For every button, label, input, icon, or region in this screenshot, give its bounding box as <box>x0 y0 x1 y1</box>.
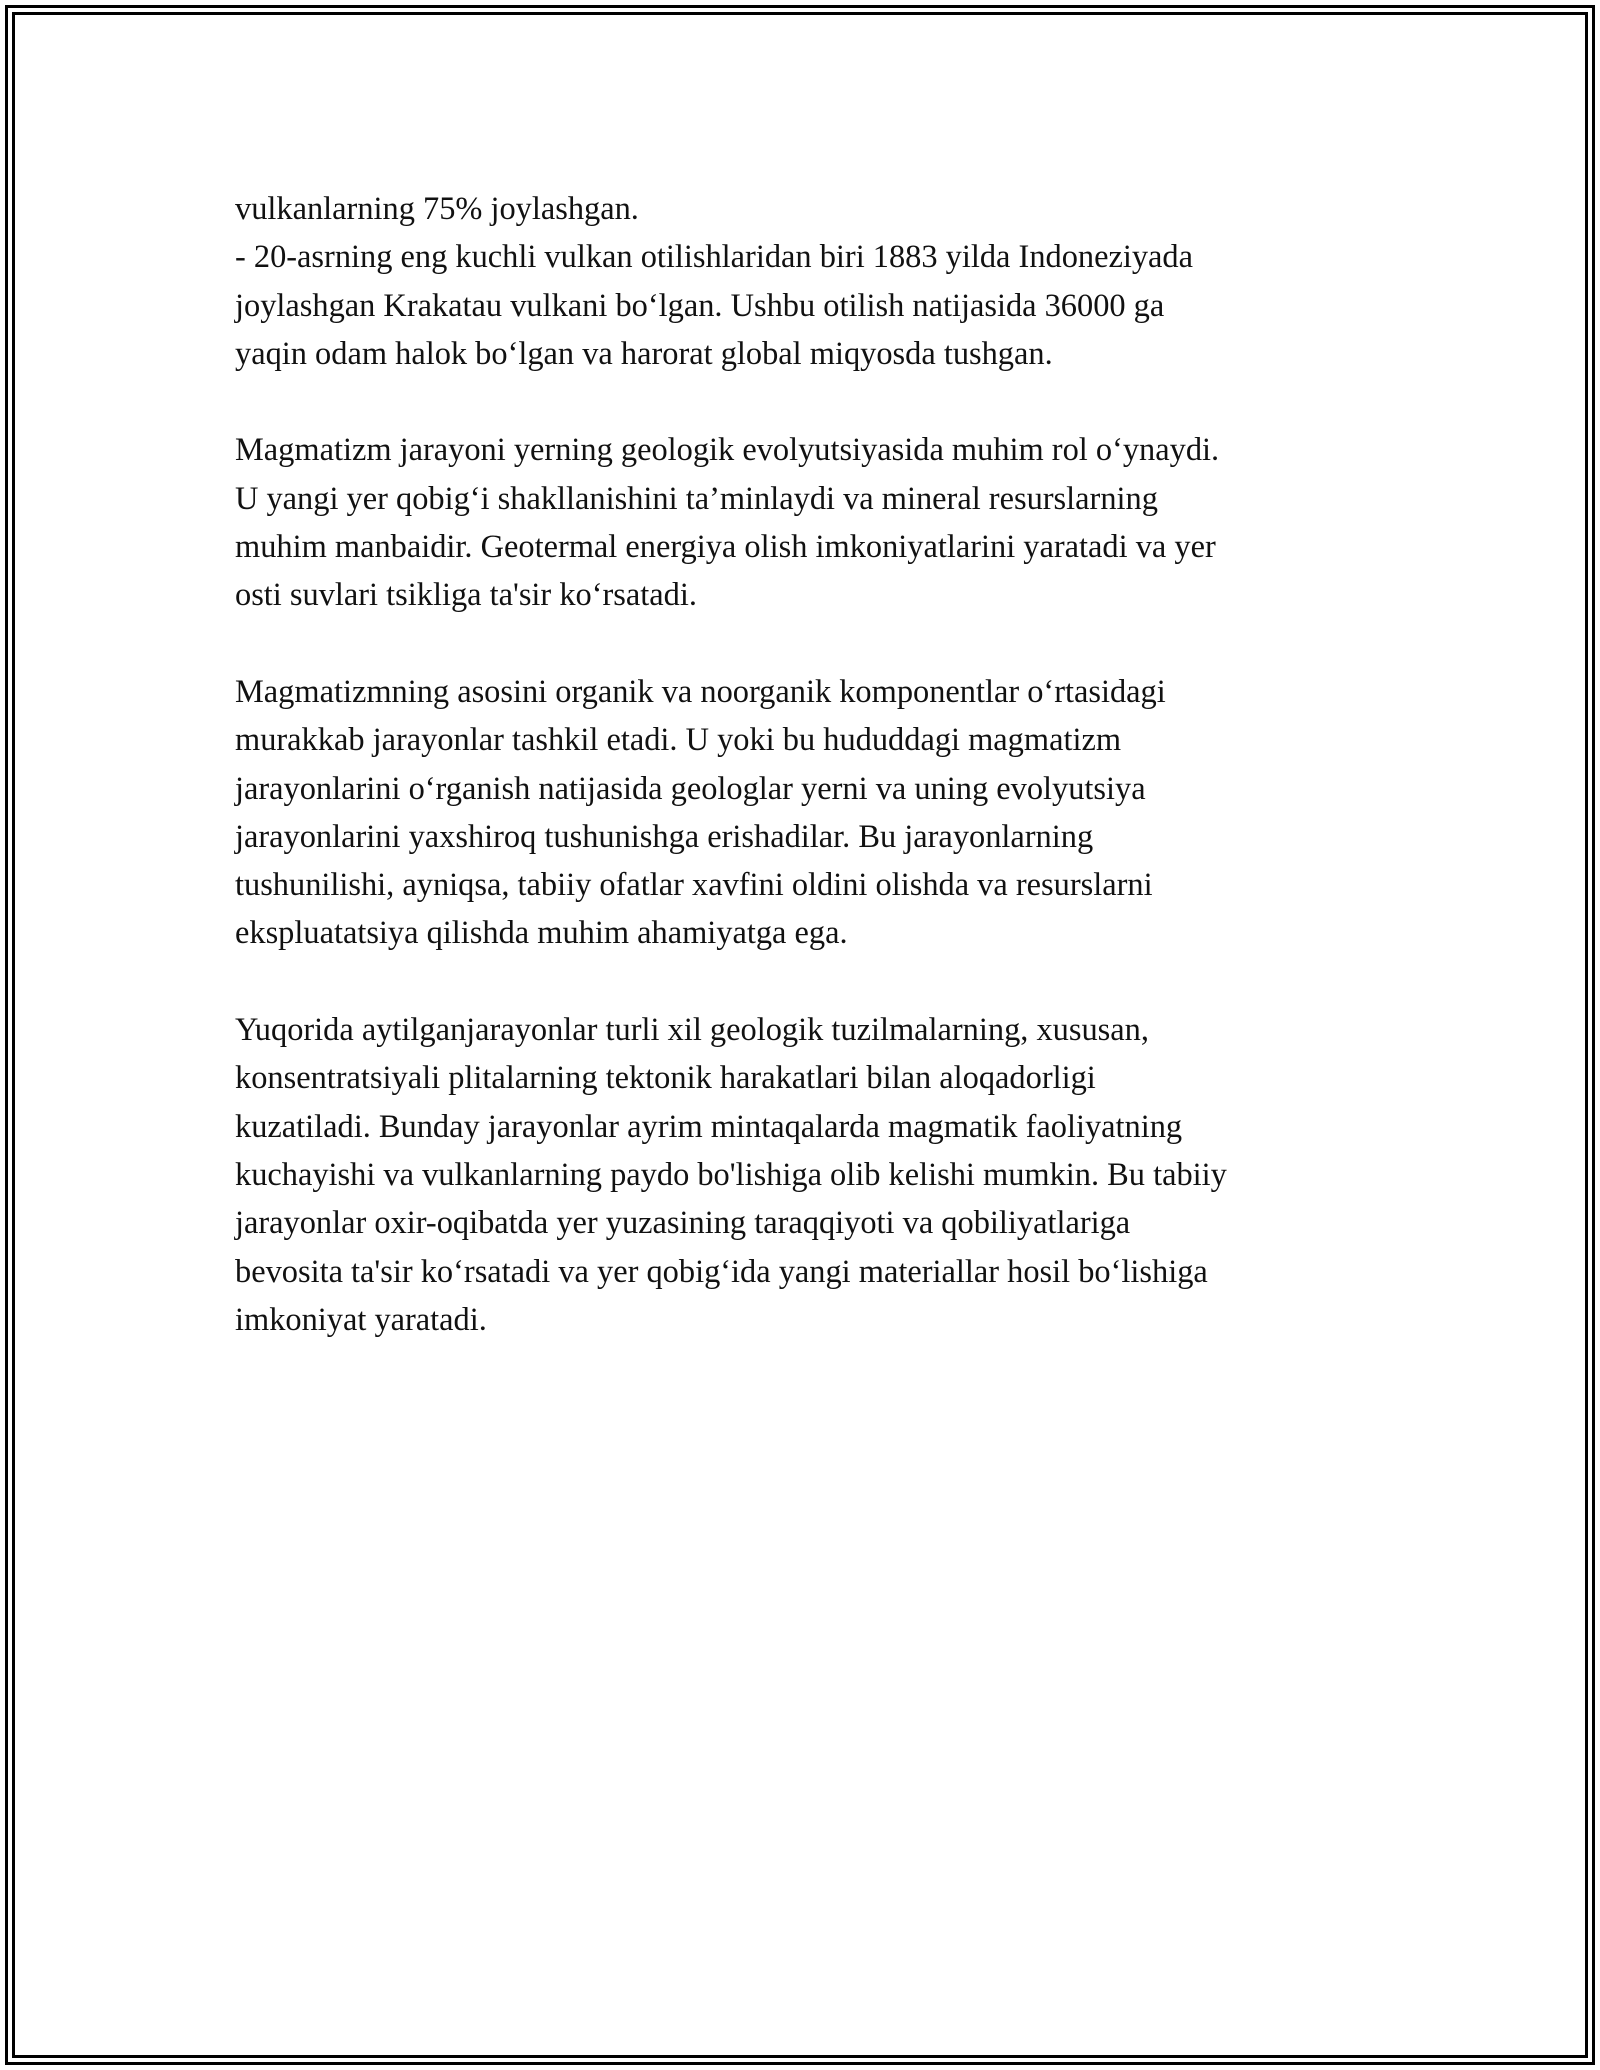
text-line: bevosita ta'sir ko‘rsatadi va yer qobig‘ida yangi materiallar hosil bo‘lishiga <box>235 1253 1208 1290</box>
text-line: konsentratsiyali plitalarning tektonik harakatlari bilan aloqadorligi <box>235 1060 1096 1097</box>
text-line: Magmatizmning asosini organik va noorganik komponentlar o‘rtasidagi <box>235 673 1166 710</box>
paragraph-magmatism-basis <box>235 668 1375 958</box>
paragraph-tectonics <box>235 1006 1375 1344</box>
text-line: jarayonlarini o‘rganish natijasida geologlar yerni va uning evolyutsiya <box>235 770 1146 807</box>
text-line: kuzatiladi. Bunday jarayonlar ayrim mintaqalarda magmatik faoliyatning <box>235 1108 1183 1145</box>
text-line: kuchayishi va vulkanlarning paydo bo'lishiga olib kelishi mumkin. Bu tabiiy <box>235 1156 1227 1193</box>
text-line: jarayonlarini yaxshiroq tushunishga erishadilar. Bu jarayonlarning <box>235 818 1094 855</box>
text-line: Yuqorida aytilganjarayonlar turli xil geologik tuzilmalarning, xususan, <box>235 1012 1149 1049</box>
paragraph-volcano-facts <box>235 185 1375 378</box>
text-line: joylashgan Krakatau vulkani bo‘lgan. Ushbu otilish natijasida 36000 ga <box>235 287 1165 324</box>
paragraph-gap <box>235 378 1375 426</box>
text-line: ekspluatatsiya qilishda muhim ahamiyatga ega. <box>235 915 848 952</box>
text-line: vulkanlarning 75% joylashgan. <box>235 191 639 227</box>
text-line: tushunilishi, ayniqsa, tabiiy ofatlar xavfini oldini olishda va resurslarni <box>235 867 1153 904</box>
text-line: osti suvlari tsikliga ta'sir ko‘rsatadi. <box>235 577 697 614</box>
text-line: murakkab jarayonlar tashkil etadi. U yoki bu hududdagi magmatizm <box>235 722 1122 759</box>
text-line: muhim manbaidir. Geotermal energiya olish imkoniyatlarini yaratadi va yer <box>235 529 1216 566</box>
document-body <box>235 185 1375 1344</box>
paragraph-gap <box>235 958 1375 1006</box>
paragraph-magmatism-role <box>235 426 1375 619</box>
text-line: yaqin odam halok bo‘lgan va harorat global miqyosda tushgan. <box>235 335 1053 372</box>
text-line: Magmatizm jarayoni yerning geologik evolyutsiyasida muhim rol o‘ynaydi. <box>235 432 1220 469</box>
text-line: U yangi yer qobig‘i shakllanishini ta’minlaydi va mineral resurslarning <box>235 480 1158 517</box>
text-line: jarayonlar oxir-oqibatda yer yuzasining taraqqiyoti va qobiliyatlariga <box>235 1205 1131 1242</box>
text-line: - 20-asrning eng kuchli vulkan otilishlaridan biri 1883 yilda Indoneziyada <box>235 239 1193 276</box>
paragraph-gap <box>235 620 1375 668</box>
text-line: imkoniyat yaratadi. <box>235 1301 487 1338</box>
